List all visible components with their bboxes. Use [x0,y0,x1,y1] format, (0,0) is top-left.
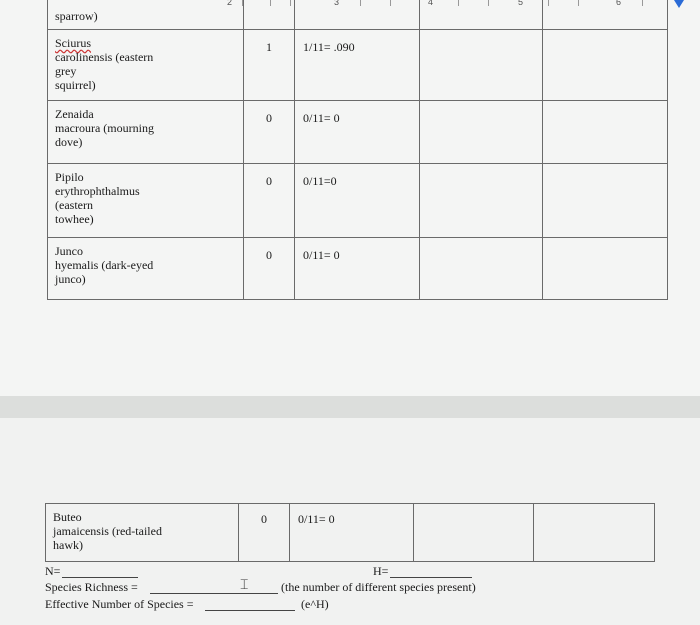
species-name-line: carolinensis (eastern [55,50,154,64]
n-blank[interactable] [62,577,138,578]
table-row [48,101,668,164]
ruler-number: 2 [227,0,233,7]
species-name-cell[interactable] [48,0,244,30]
count-cell[interactable]: 1 [244,30,295,101]
species-name-line: hyemalis (dark-eyed [55,258,154,272]
species-name-line: hawk) [53,538,83,552]
species-name-cell[interactable] [48,101,244,164]
empty-cell[interactable] [543,0,668,30]
right-indent-marker-icon[interactable] [674,0,684,8]
h-blank[interactable] [390,577,472,578]
species-name-cell[interactable] [46,504,239,562]
empty-cell[interactable] [420,101,543,164]
empty-cell[interactable] [420,164,543,238]
page-break [0,396,700,418]
count-cell[interactable]: 0 [244,238,295,300]
h-label: H= [373,564,389,578]
proportion-cell[interactable]: 0/11= 0 [290,504,414,562]
count-cell[interactable]: 0 [244,101,295,164]
effective-number-note: (e^H) [301,597,329,611]
proportion-cell[interactable]: 0/11= 0 [295,101,420,164]
count-cell[interactable]: 0 [239,504,290,562]
empty-cell[interactable] [420,0,543,30]
species-name-cell[interactable] [48,238,244,300]
proportion-cell[interactable]: 1/11= .090 [295,30,420,101]
empty-cell[interactable] [420,238,543,300]
n-label: N= [45,564,61,578]
count-cell[interactable]: 0 [244,164,295,238]
species-table-bottom [45,503,655,562]
species-name-line: Zenaida [55,107,94,121]
empty-cell[interactable] [414,504,534,562]
table-row [48,164,668,238]
empty-cell[interactable] [543,238,668,300]
species-name-line: squirrel) [55,78,96,92]
effective-number-label: Effective Number of Species = [45,597,194,611]
empty-cell[interactable] [543,164,668,238]
species-name-line: junco) [55,272,86,286]
empty-cell[interactable] [534,504,655,562]
species-name-line: (eastern [55,198,93,212]
species-name-line: Buteo [53,510,82,524]
empty-cell[interactable] [420,30,543,101]
species-richness-note: (the number of different species present) [281,580,476,594]
proportion-cell[interactable] [295,0,420,30]
species-name-cell[interactable] [48,164,244,238]
species-name-line: Sciurus [55,36,91,50]
species-name-line: erythrophthalmus [55,184,140,198]
empty-cell[interactable] [543,101,668,164]
species-name-line: macroura (mourning [55,121,154,135]
empty-cell[interactable] [543,30,668,101]
proportion-cell[interactable]: 0/11= 0 [295,238,420,300]
species-name-line: sparrow) [55,9,98,23]
species-name-line: dove) [55,135,83,149]
species-richness-blank[interactable] [150,593,278,594]
ruler-number: 3 [334,0,340,7]
text-cursor-icon: ⌶ [240,578,249,593]
ruler-number: 6 [616,0,622,7]
table-row [46,504,655,562]
species-name-line: jamaicensis (red-tailed [53,524,162,538]
species-name-line: grey [55,64,77,78]
species-name-line: towhee) [55,212,94,226]
species-name-cell[interactable] [48,30,244,101]
effective-number-blank[interactable] [205,610,295,611]
species-name-line: Junco [55,244,83,258]
table-row [48,30,668,101]
ruler-number: 4 [428,0,434,7]
table-row [48,238,668,300]
proportion-cell[interactable]: 0/11=0 [295,164,420,238]
table-row [48,0,668,30]
count-cell[interactable] [244,0,295,30]
ruler-number: 5 [518,0,524,7]
species-richness-label: Species Richness = [45,580,138,594]
species-table-top [47,0,668,300]
species-name-line: Pipilo [55,170,84,184]
